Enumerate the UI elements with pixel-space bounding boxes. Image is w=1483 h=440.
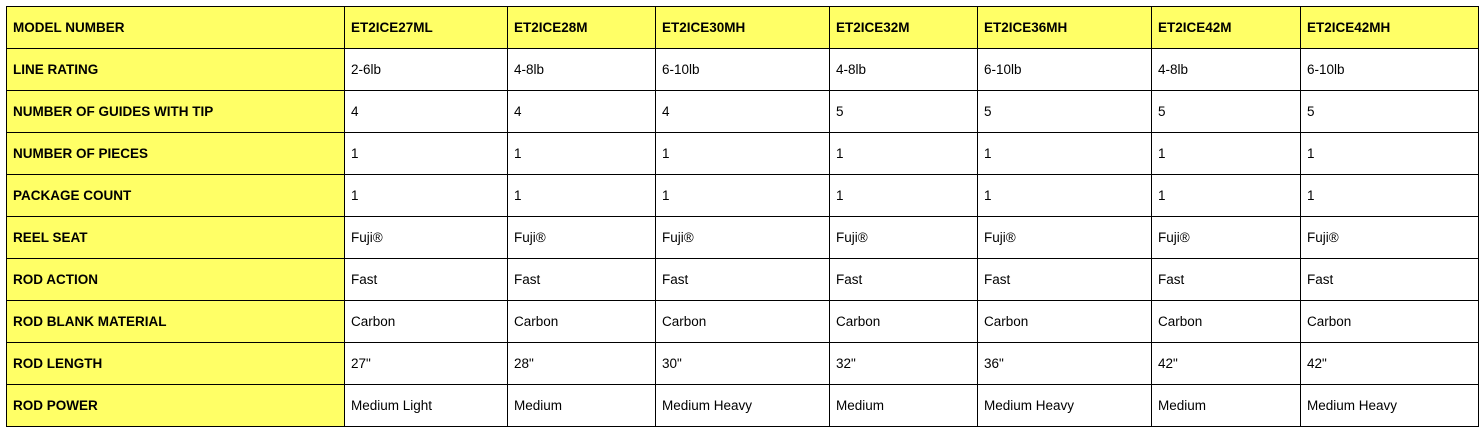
table-cell: Medium Heavy — [978, 385, 1152, 427]
table-cell: Medium Heavy — [1301, 385, 1479, 427]
table-row — [7, 259, 1479, 301]
table-row — [7, 343, 1479, 385]
row-label-number-of-guides: NUMBER OF GUIDES WITH TIP — [7, 91, 345, 133]
table-row — [7, 385, 1479, 427]
table-cell: Carbon — [1301, 301, 1479, 343]
row-label-rod-action: ROD ACTION — [7, 259, 345, 301]
table-cell: Fast — [978, 259, 1152, 301]
table-cell: Carbon — [1152, 301, 1301, 343]
table-cell: Fast — [1301, 259, 1479, 301]
model-header-cell: ET2ICE32M — [830, 7, 978, 49]
row-label-rod-power: ROD POWER — [7, 385, 345, 427]
table-cell: 4 — [345, 91, 508, 133]
table-cell: Fast — [1152, 259, 1301, 301]
table-cell: Fuji® — [345, 217, 508, 259]
table-cell: Carbon — [656, 301, 830, 343]
rod-spec-table — [6, 6, 1479, 427]
table-cell: 6-10lb — [978, 49, 1152, 91]
table-cell: 36" — [978, 343, 1152, 385]
table-cell: 5 — [978, 91, 1152, 133]
model-header-cell: ET2ICE42M — [1152, 7, 1301, 49]
table-cell: Fuji® — [656, 217, 830, 259]
row-label-reel-seat: REEL SEAT — [7, 217, 345, 259]
table-cell: Medium Light — [345, 385, 508, 427]
table-cell: 6-10lb — [1301, 49, 1479, 91]
table-cell: 1 — [1152, 133, 1301, 175]
table-cell: 32" — [830, 343, 978, 385]
model-header-cell: ET2ICE36MH — [978, 7, 1152, 49]
table-cell: Medium — [830, 385, 978, 427]
table-cell: Fuji® — [978, 217, 1152, 259]
table-cell: Fast — [345, 259, 508, 301]
header-label-model-number: MODEL NUMBER — [7, 7, 345, 49]
row-label-line-rating: LINE RATING — [7, 49, 345, 91]
table-cell: Fuji® — [1301, 217, 1479, 259]
table-cell: 1 — [978, 175, 1152, 217]
table-cell: 1 — [508, 133, 656, 175]
table-cell: 30" — [656, 343, 830, 385]
table-cell: Carbon — [345, 301, 508, 343]
model-header-cell: ET2ICE42MH — [1301, 7, 1479, 49]
table-cell: Carbon — [830, 301, 978, 343]
row-label-rod-blank-material: ROD BLANK MATERIAL — [7, 301, 345, 343]
table-cell: Fast — [508, 259, 656, 301]
table-cell: 42" — [1152, 343, 1301, 385]
table-cell: 1 — [656, 133, 830, 175]
table-cell: 28" — [508, 343, 656, 385]
table-cell: 1 — [345, 133, 508, 175]
table-cell: 5 — [1152, 91, 1301, 133]
table-cell: 5 — [830, 91, 978, 133]
table-cell: 5 — [1301, 91, 1479, 133]
table-cell: 1 — [656, 175, 830, 217]
table-header-row — [7, 7, 1479, 49]
table-cell: 1 — [1301, 133, 1479, 175]
table-cell: Fuji® — [1152, 217, 1301, 259]
table-cell: Medium — [1152, 385, 1301, 427]
table-cell: 1 — [830, 133, 978, 175]
table-row — [7, 217, 1479, 259]
table-cell: 4-8lb — [830, 49, 978, 91]
row-label-rod-length: ROD LENGTH — [7, 343, 345, 385]
table-cell: Fast — [656, 259, 830, 301]
table-cell: 6-10lb — [656, 49, 830, 91]
model-header-cell: ET2ICE27ML — [345, 7, 508, 49]
table-cell: Medium Heavy — [656, 385, 830, 427]
table-cell: 2-6lb — [345, 49, 508, 91]
row-label-number-of-pieces: NUMBER OF PIECES — [7, 133, 345, 175]
table-cell: 1 — [345, 175, 508, 217]
table-cell: Medium — [508, 385, 656, 427]
table-cell: Carbon — [978, 301, 1152, 343]
table-cell: 1 — [978, 133, 1152, 175]
table-cell: Fuji® — [830, 217, 978, 259]
table-cell: 4 — [508, 91, 656, 133]
table-cell: Fast — [830, 259, 978, 301]
table-cell: 4-8lb — [508, 49, 656, 91]
table-row — [7, 91, 1479, 133]
model-header-cell: ET2ICE30MH — [656, 7, 830, 49]
table-cell: Fuji® — [508, 217, 656, 259]
table-cell: 27" — [345, 343, 508, 385]
model-header-cell: ET2ICE28M — [508, 7, 656, 49]
table-cell: 4 — [656, 91, 830, 133]
row-label-package-count: PACKAGE COUNT — [7, 175, 345, 217]
table-cell: 1 — [1152, 175, 1301, 217]
table-cell: 42" — [1301, 343, 1479, 385]
table-row — [7, 175, 1479, 217]
table-row — [7, 133, 1479, 175]
table-cell: 4-8lb — [1152, 49, 1301, 91]
table-row — [7, 49, 1479, 91]
table-cell: 1 — [1301, 175, 1479, 217]
table-cell: 1 — [508, 175, 656, 217]
table-row — [7, 301, 1479, 343]
table-cell: 1 — [830, 175, 978, 217]
table-cell: Carbon — [508, 301, 656, 343]
